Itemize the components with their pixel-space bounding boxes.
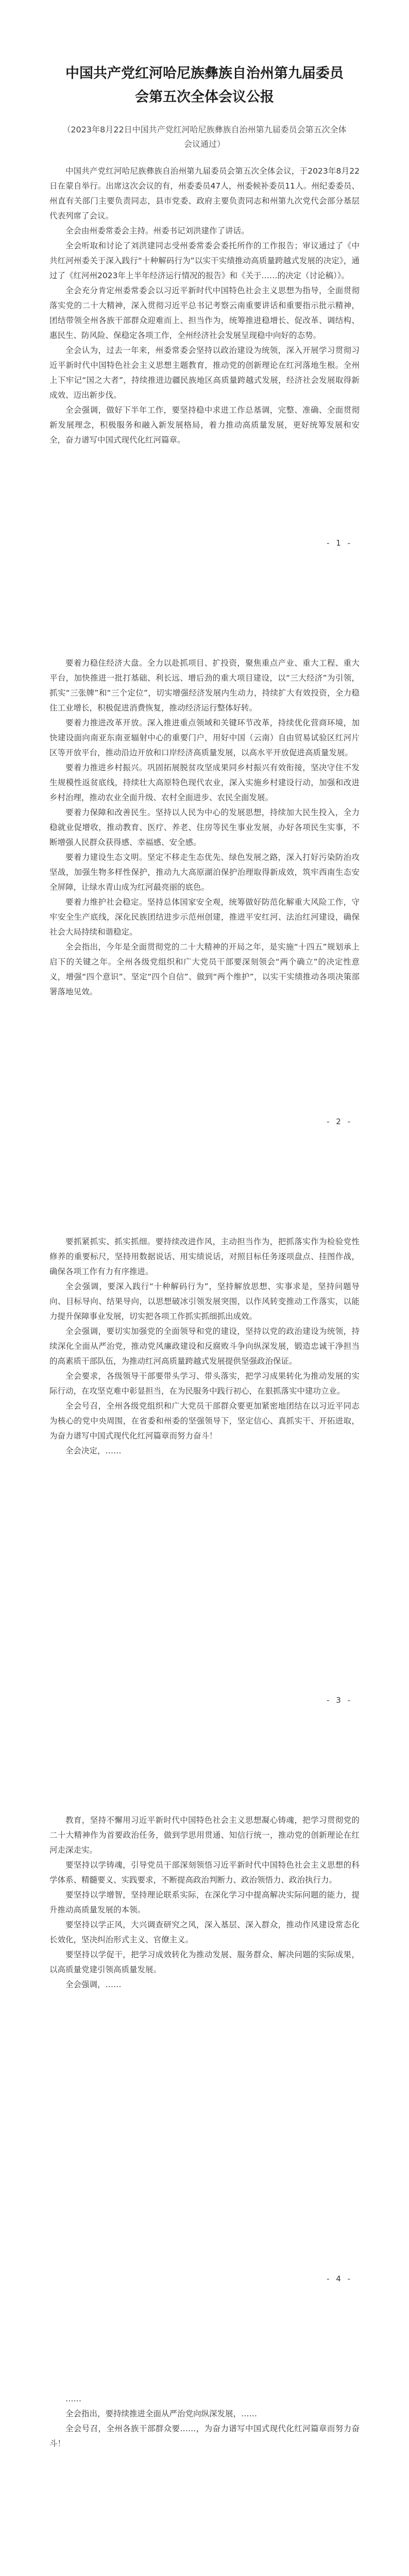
paragraph: 要着力维护社会稳定。坚持总体国家安全观，统筹做好防范化解重大风险工作，守牢安全生产底线，深化民族团结进步示范州创建，推进平安红河、法治红河建设，确保社会大局持续和谐稳定。 (49, 897, 360, 937)
paragraph: 全会强调，…… (65, 1980, 122, 1989)
paragraph: 要着力稳住经济大盘。全力以赴抓项目、扩投资，聚焦重点产业、重大工程、重大平台，加快推进一批打基础、利长远、增后劲的重大项目建设，以“三大经济”为引领，抓实“三张牌”和“三个定位”，切实增强经济发展内生动力，持续扩大有效投资，全力稳住工业增长，积极促进消费恢复，推动经济运行整体好转。 (49, 658, 360, 713)
paragraph: 要坚持以学正风，大兴调查研究之风，深入基层、深入群众，推动作风建设常态化长效化，坚决纠治形式主义、官僚主义。 (49, 1920, 360, 1944)
paragraph: 全会认为，过去一年来，州委常委会坚持以政治建设为统领，深入开展学习贯彻习近平新时代中国特色社会主义思想主题教育，推动党的创新理论在红河落地生根。全州上下牢记“国之大者”，持续推进边疆民族地区高质量跨越式发展，经济社会发展取得新成效、迈出新步伐。 (49, 346, 360, 400)
paragraph: 中国共产党红河哈尼族彝族自治州第九届委员会第五次全体会议，于2023年8月22日在蒙自举行。出席这次会议的有，州委委员47人，州委候补委员11人。州纪委委员、州直有关部门主要负责同志，县市党委、政府主要负责同志和州第九次党代会部分基层代表列席了会议。 (49, 166, 360, 221)
paragraph: 要着力推进乡村振兴。巩固拓展脱贫攻坚成果同乡村振兴有效衔接，坚决守住不发生规模性返贫底线，持续壮大高原特色现代农业，深入实施乡村建设行动，加强和改进乡村治理，推动农业全面升级、农村全面进步、农民全面发展。 (49, 763, 360, 802)
paragraph: 全会由州委常委会主持。州委书记刘洪建作了讲话。 (65, 226, 249, 235)
document-page-3 (0, 1157, 409, 1736)
paragraph: 全会听取和讨论了刘洪建同志受州委常委会委托所作的工作报告；审议通过了《中共红河州委关于深入践行“十种解码行为”以实干实绩推动高质量跨越式发展的决定》，通过了《红河州2023年上半年经济运行情况的报告》和《关于……的决定（讨论稿）》。 (49, 241, 360, 280)
paragraph: 要抓紧抓实、抓实抓细。要持续改进作风，主动担当作为，把抓落实作为检验党性修养的重要标尺，坚持用数据说话、用实绩说话，对照目标任务逐项盘点、挂图作战，确保各项工作有力有序推进。 (49, 1237, 360, 1276)
page-number: - 2 - (327, 1117, 352, 1126)
paragraph: 要坚持以学增智，坚持理论联系实际，在深化学习中提高解决实际问题的能力，提升推动高质量发展的本领。 (49, 1890, 360, 1914)
page-number: - 4 - (327, 2274, 352, 2283)
paragraph: 全会要求，各级领导干部要带头学习、带头落实，把学习成果转化为推动发展的实际行动，在攻坚克难中彰显担当，在为民服务中践行初心，在狠抓落实中建功立业。 (49, 1371, 360, 1396)
paragraph: 教育，坚持不懈用习近平新时代中国特色社会主义思想凝心铸魂，把学习贯彻党的二十大精神作为首要政治任务，做到学思用贯通、知信行统一，推动党的创新理论在红河走深走实。 (49, 1816, 360, 1855)
paragraph: 全会号召，全州各级党组织和广大党员干部群众要更加紧密地团结在以习近平同志为核心的党中央周围，在省委和州委的坚强领导下，坚定信心、真抓实干、开拓进取，为奋力谱写中国式现代化红河篇章而努力奋斗！ (49, 1401, 360, 1440)
document-title: 中国共产党红河哈尼族彝族自治州第九届委员会第五次全体会议公报 (65, 65, 344, 105)
paragraph: 全会强调，要深入践行“十种解码行为”，坚持解放思想、实事求是，坚持问题导向、目标导向、结果导向，以思想破冰引领发展突围，以作风转变推动工作落实，以能力提升保障事业发展，切实把各项工作抓实抓细抓出成效。 (49, 1282, 360, 1321)
document-page-1 (0, 0, 409, 579)
paragraph: 全会充分肯定州委常委会以习近平新时代中国特色社会主义思想为指导，全面贯彻落实党的二十大精神，深入贯彻习近平总书记考察云南重要讲话和重要指示批示精神，团结带领全州各族干部群众迎难而上、担当作为，统筹推进稳增长、促改革、调结构、惠民生、防风险、保稳定各项工作，全州经济社会发展呈现稳中向好的态势。 (49, 286, 360, 340)
paragraph: 要着力推进改革开放。深入推进重点领域和关键环节改革，持续优化营商环境，加快建设面向南亚东南亚辐射中心的重要门户，用好中国（云南）自由贸易试验区红河片区等开放平台，推动沿边开放和口岸经济高质量发展，以高水平开放促进高质量发展。 (49, 718, 360, 757)
paragraph: 全会决定，…… (65, 1446, 122, 1455)
paragraph: 要坚持以学促干，把学习成效转化为推动发展、服务群众、解决问题的实际成果，以高质量党建引领高质量发展。 (49, 1950, 360, 1974)
paragraph: 要坚持以学铸魂，引导党员干部深刻领悟习近平新时代中国特色社会主义思想的科学体系、精髓要义、实践要求，不断提高政治判断力、政治领悟力、政治执行力。 (49, 1860, 360, 1885)
paragraph: 全会指出，今年是全面贯彻党的二十大精神的开局之年，是实施“十四五”规划承上启下的关键之年。全州各级党组织和广大党员干部要深刻领会“两个确立”的决定性意义，增强“四个意识”、坚定“四个自信”、做到“两个维护”，以实干实绩推动各项决策部署落地见效。 (49, 942, 360, 996)
document-page-2 (0, 579, 409, 1157)
paragraph: 全会号召，全州各族干部群众要……，为奋力谱写中国式现代化红河篇章而努力奋斗！ (49, 2424, 360, 2448)
page-number: - 3 - (327, 1696, 352, 1705)
paragraph: 要着力保障和改善民生。坚持以人民为中心的发展思想，持续加大民生投入，全力稳就业促增收，推动教育、医疗、养老、住房等民生事业发展，办好各项民生实事，不断增强人民群众获得感、幸福感、安全感。 (49, 808, 360, 847)
meeting-note: （2023年8月22日中国共产党红河哈尼族彝族自治州第九届委员会第五次全体会议通过） (62, 125, 347, 149)
page-number: - 1 - (327, 538, 352, 548)
paragraph: 全会强调，做好下半年工作，要坚持稳中求进工作总基调，完整、准确、全面贯彻新发展理念，积极服务和融入新发展格局，着力推动高质量发展，更好统筹发展和安全，奋力谱写中国式现代化红河篇章。 (49, 405, 360, 445)
paragraph: 要着力建设生态文明。坚定不移走生态优先、绿色发展之路，深入打好污染防治攻坚战，加强生物多样性保护，推动九大高原湖泊保护治理取得新成效，筑牢西南生态安全屏障，让绿水青山成为红河最亮丽的底色。 (49, 853, 360, 892)
paragraph: 全会指出，要持续推进全面从严治党向纵深发展，…… (65, 2409, 258, 2418)
document-page-4 (0, 1736, 409, 2314)
document-page-5 (0, 2314, 409, 2576)
paragraph: …… (65, 2394, 81, 2403)
paragraph: 全会强调，要切实加强党的全面领导和党的建设，坚持以党的政治建设为统领，持续深化全面从严治党，推动党风廉政建设和反腐败斗争向纵深发展，锻造忠诚干净担当的高素质干部队伍，为推动红河高质量跨越式发展提供坚强政治保证。 (49, 1327, 360, 1366)
